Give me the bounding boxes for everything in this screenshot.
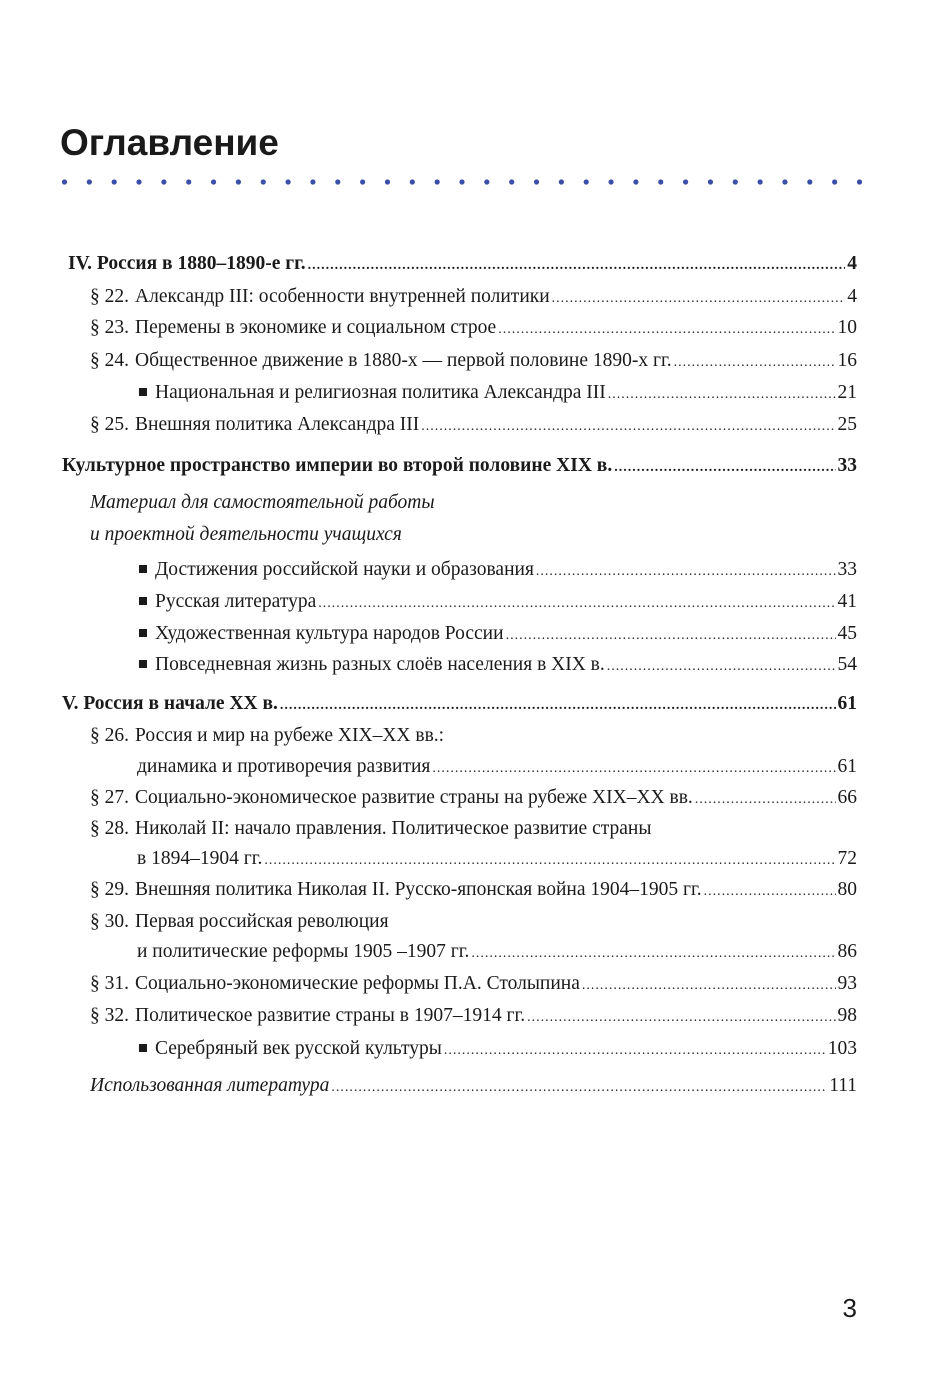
dot-leader	[704, 877, 836, 907]
toc-subitem-national-policy[interactable]	[139, 378, 857, 408]
section-number: § 26.	[90, 725, 129, 746]
toc-section-24[interactable]	[90, 346, 857, 376]
toc-page-number: 66	[837, 787, 857, 808]
toc-section-31[interactable]	[90, 969, 857, 999]
toc-page-number: 61	[837, 756, 857, 777]
toc-page-number: 86	[837, 941, 857, 962]
toc-page-number: 54	[837, 654, 857, 675]
toc-section-26[interactable]	[137, 752, 857, 782]
dot-leader	[695, 785, 836, 815]
toc-section-28[interactable]	[137, 844, 857, 874]
toc-page-number: 4	[847, 286, 857, 307]
toc-page-number: 45	[837, 623, 857, 644]
toc-entry-label: Общественное движение в 1880-х — первой половине 1890-х гг.	[135, 350, 672, 371]
dot-leader	[432, 754, 835, 784]
toc-entry-label: Политическое развитие страны в 1907–1914 гг.	[135, 1005, 526, 1026]
dot-leader	[607, 652, 836, 682]
toc-entry-label: Социально-экономические реформы П.А. Столыпина	[135, 973, 580, 994]
square-bullet-icon	[139, 565, 147, 573]
section-number: § 32.	[90, 1005, 129, 1026]
toc-entry-label: Использованная литература	[90, 1075, 330, 1096]
section-number: § 31.	[90, 973, 129, 994]
toc-entry-label: Внешняя политика Николая II. Русско-японская война 1904–1905 гг.	[135, 879, 702, 900]
material-note-line-1: Материал для самостоятельной работы	[90, 492, 435, 513]
toc-section-26-line-1[interactable]	[90, 721, 444, 751]
toc-page-number: 33	[837, 559, 857, 580]
toc-entry-label: Русская литература	[155, 591, 317, 612]
dot-leader	[331, 1073, 827, 1103]
toc-page-number: 33	[837, 455, 857, 476]
toc-page-number: 61	[837, 693, 857, 714]
toc-culture-section[interactable]	[62, 451, 857, 481]
toc-entry-label: Художественная культура народов России	[155, 623, 504, 644]
toc-page-number: 25	[837, 414, 857, 435]
section-number: § 29.	[90, 879, 129, 900]
dot-leader	[614, 453, 835, 483]
square-bullet-icon	[139, 597, 147, 605]
section-number: § 24.	[90, 350, 129, 371]
toc-entry-label: Николай II: начало правления. Политическое развитие страны	[135, 818, 652, 839]
toc-entry-label: Перемены в экономике и социальном строе	[135, 317, 497, 338]
toc-entry-label: Россия и мир на рубеже XIX–XX вв.:	[135, 725, 445, 746]
toc-subitem-science[interactable]	[139, 555, 857, 585]
dot-leader	[498, 315, 835, 345]
toc-section-25[interactable]	[90, 410, 857, 440]
toc-entry-label: V. Россия в начале XX в.	[62, 693, 278, 714]
toc-page-number: 16	[837, 350, 857, 371]
dot-leader	[536, 557, 836, 587]
toc-section-32[interactable]	[90, 1001, 857, 1031]
section-number: § 27.	[90, 787, 129, 808]
toc-page-number: 10	[837, 317, 857, 338]
toc-entry-label: Социально-экономическое развитие страны на рубеже XIX–XX вв.	[135, 787, 693, 808]
toc-entry-label: IV. Россия в 1880–1890-е гг.	[68, 253, 306, 274]
toc-subitem-art[interactable]	[139, 619, 857, 649]
toc-page-number: 98	[837, 1005, 857, 1026]
dot-leader	[308, 251, 846, 281]
section-number: § 28.	[90, 818, 129, 839]
square-bullet-icon	[139, 388, 147, 396]
toc-entry-label: и политические реформы 1905 –1907 гг.	[137, 941, 470, 962]
toc-page-number: 72	[837, 848, 857, 869]
square-bullet-icon	[139, 629, 147, 637]
dot-leader	[318, 589, 835, 619]
toc-entry-label: Александр III: особенности внутренней политики	[135, 286, 550, 307]
toc-entry-label: Серебряный век русской культуры	[155, 1038, 442, 1059]
toc-entry-label: в 1894–1904 гг.	[137, 848, 263, 869]
toc-section-27[interactable]	[90, 783, 857, 813]
toc-section-28-line-1[interactable]	[90, 814, 651, 844]
toc-entry-label: Внешняя политика Александра III	[135, 414, 420, 435]
square-bullet-icon	[139, 660, 147, 668]
toc-entry-label: динамика и противоречия развития	[137, 756, 431, 777]
page-title: Оглавление	[60, 122, 279, 163]
page-number: 3	[842, 1293, 857, 1323]
toc-page-number: 80	[837, 879, 857, 900]
section-number: § 30.	[90, 911, 129, 932]
toc-page-number: 93	[837, 973, 857, 994]
toc-section-29[interactable]	[90, 875, 857, 905]
toc-page-number: 41	[837, 591, 857, 612]
toc-page-number: 111	[829, 1075, 857, 1096]
dot-leader	[280, 691, 836, 721]
dot-leader	[444, 1036, 826, 1066]
dot-leader	[421, 412, 835, 442]
toc-chapter-4[interactable]	[68, 249, 857, 279]
toc-section-30-line-1[interactable]	[90, 907, 389, 937]
toc-chapter-5[interactable]	[62, 689, 857, 719]
material-note-line-2: и проектной деятельности учащихся	[90, 524, 402, 545]
toc-page-number: 4	[847, 253, 857, 274]
toc-entry-label: Национальная и религиозная политика Александра III	[155, 382, 606, 403]
toc-page-number: 21	[837, 382, 857, 403]
toc-section-22[interactable]	[90, 282, 857, 312]
toc-section-23[interactable]	[90, 313, 857, 343]
square-bullet-icon	[139, 1044, 147, 1052]
section-number: § 22.	[90, 286, 129, 307]
dot-leader	[674, 348, 836, 378]
section-number: § 25.	[90, 414, 129, 435]
toc-subitem-silver-age[interactable]	[139, 1034, 857, 1064]
toc-entry-label: Повседневная жизнь разных слоёв населения в XIX в.	[155, 654, 605, 675]
dot-leader	[264, 846, 835, 876]
dot-leader	[608, 380, 836, 410]
toc-entry-label: Достижения российской науки и образования	[155, 559, 534, 580]
dot-leader	[506, 621, 836, 651]
dot-leader	[582, 971, 836, 1001]
toc-references[interactable]	[90, 1071, 857, 1101]
section-number: § 23.	[90, 317, 129, 338]
dot-leader	[471, 939, 835, 969]
toc-section-30[interactable]	[137, 937, 857, 967]
toc-subitem-literature[interactable]	[139, 587, 857, 617]
toc-page-number: 103	[827, 1038, 857, 1059]
toc-entry-label: Первая российская революция	[135, 911, 389, 932]
toc-entry-label: Культурное пространство империи во второй половине XIX в.	[62, 455, 613, 476]
dot-leader	[527, 1003, 835, 1033]
toc-subitem-daily-life[interactable]	[139, 650, 857, 680]
dot-leader	[552, 284, 846, 314]
